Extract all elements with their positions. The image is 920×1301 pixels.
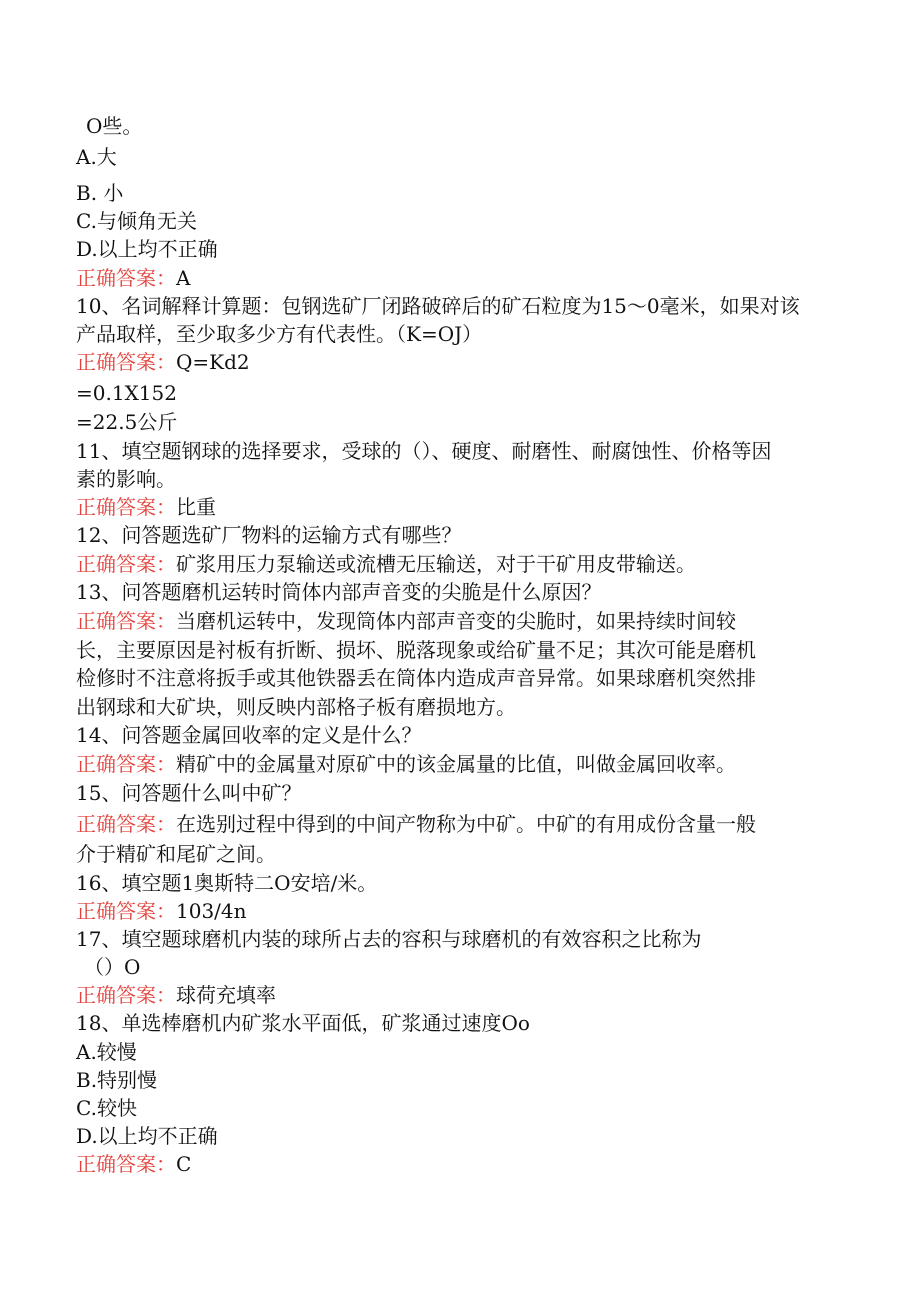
option-line: B.特别慢 bbox=[76, 1068, 158, 1092]
answer-line bbox=[76, 607, 736, 635]
answer-text: A bbox=[176, 266, 191, 290]
option-line: A.较慢 bbox=[76, 1040, 137, 1064]
answer-label: 正确答案： bbox=[76, 495, 176, 519]
question-line: 素的影响。 bbox=[76, 467, 176, 491]
option-line: D.以上均不正确 bbox=[76, 1124, 218, 1148]
answer-continuation: =22.5公斤 bbox=[76, 410, 178, 434]
answer-text: 精矿中的金属量对原矿中的该金属量的比值，叫做金属回收率。 bbox=[176, 752, 736, 776]
answer-text: 当磨机运转中，发现筒体内部声音变的尖脆时，如果持续时间较 bbox=[176, 609, 736, 633]
question-line: 12、问答题选矿厂物料的运输方式有哪些？ bbox=[76, 523, 462, 547]
question-line: 16、填空题1奥斯特二O安培/米。 bbox=[76, 871, 378, 895]
question-line: 14、问答题金属回收率的定义是什么？ bbox=[76, 723, 422, 747]
answer-line bbox=[76, 897, 247, 925]
option-line: B. 小 bbox=[76, 181, 124, 205]
option-line: A.大 bbox=[76, 145, 117, 169]
answer-label: 正确答案： bbox=[76, 350, 176, 374]
answer-line bbox=[76, 264, 190, 292]
answer-text: 103/4n bbox=[176, 899, 247, 923]
answer-text: 球荷充填率 bbox=[176, 983, 276, 1007]
answer-continuation: 长，主要原因是衬板有折断、损坏、脱落现象或给矿量不足；其次可能是磨机 bbox=[76, 638, 756, 662]
answer-line bbox=[76, 348, 250, 376]
question-line: 产品取样，至少取多少方有代表性。（K=OJ） bbox=[76, 322, 483, 346]
question-line: 18、单选棒磨机内矿浆水平面低，矿浆通过速度Oo bbox=[76, 1011, 530, 1035]
option-line: D.以上均不正确 bbox=[76, 237, 218, 261]
answer-label: 正确答案： bbox=[76, 812, 176, 836]
question-line: 15、问答题什么叫中矿？ bbox=[76, 781, 302, 805]
answer-label: 正确答案： bbox=[76, 983, 176, 1007]
option-line: O些。 bbox=[86, 114, 143, 138]
question-line: （）O bbox=[84, 955, 141, 979]
answer-continuation: 出钢球和大矿块，则反映内部格子板有磨损地方。 bbox=[76, 695, 516, 719]
answer-text: Q=Kd2 bbox=[176, 350, 250, 374]
answer-line bbox=[76, 550, 696, 578]
question-line: 10、名词解释计算题：包钢选矿厂闭路破碎后的矿石粒度为15～0毫米，如果对该 bbox=[76, 294, 800, 318]
answer-label: 正确答案： bbox=[76, 609, 176, 633]
question-line: 13、问答题磨机运转时筒体内部声音变的尖脆是什么原因？ bbox=[76, 580, 602, 604]
question-line: 17、填空题球磨机内装的球所占去的容积与球磨机的有效容积之比称为 bbox=[76, 927, 702, 951]
answer-label: 正确答案： bbox=[76, 899, 176, 923]
option-line: C.较快 bbox=[76, 1096, 137, 1120]
answer-line bbox=[76, 493, 216, 521]
question-line: 11、填空题钢球的选择要求，受球的（）、硬度、耐磨性、耐腐蚀性、价格等因 bbox=[76, 439, 772, 463]
answer-continuation: =0.1X152 bbox=[76, 381, 177, 405]
answer-label: 正确答案： bbox=[76, 752, 176, 776]
option-line: C.与倾角无关 bbox=[76, 209, 197, 233]
answer-text: 在选别过程中得到的中间产物称为中矿。中矿的有用成份含量一般 bbox=[176, 812, 756, 836]
answer-line bbox=[76, 810, 756, 838]
answer-label: 正确答案： bbox=[76, 552, 176, 576]
answer-text: 矿浆用压力泵输送或流槽无压输送，对于干矿用皮带输送。 bbox=[176, 552, 696, 576]
answer-text: C bbox=[176, 1152, 192, 1176]
answer-line bbox=[76, 981, 276, 1009]
answer-continuation: 检修时不注意将扳手或其他铁器丢在筒体内造成声音异常。如果球磨机突然排 bbox=[76, 666, 756, 690]
answer-line bbox=[76, 1150, 191, 1178]
answer-label: 正确答案： bbox=[76, 266, 176, 290]
answer-label: 正确答案： bbox=[76, 1152, 176, 1176]
answer-continuation: 介于精矿和尾矿之间。 bbox=[76, 842, 276, 866]
answer-text: 比重 bbox=[176, 495, 216, 519]
answer-line bbox=[76, 750, 736, 778]
